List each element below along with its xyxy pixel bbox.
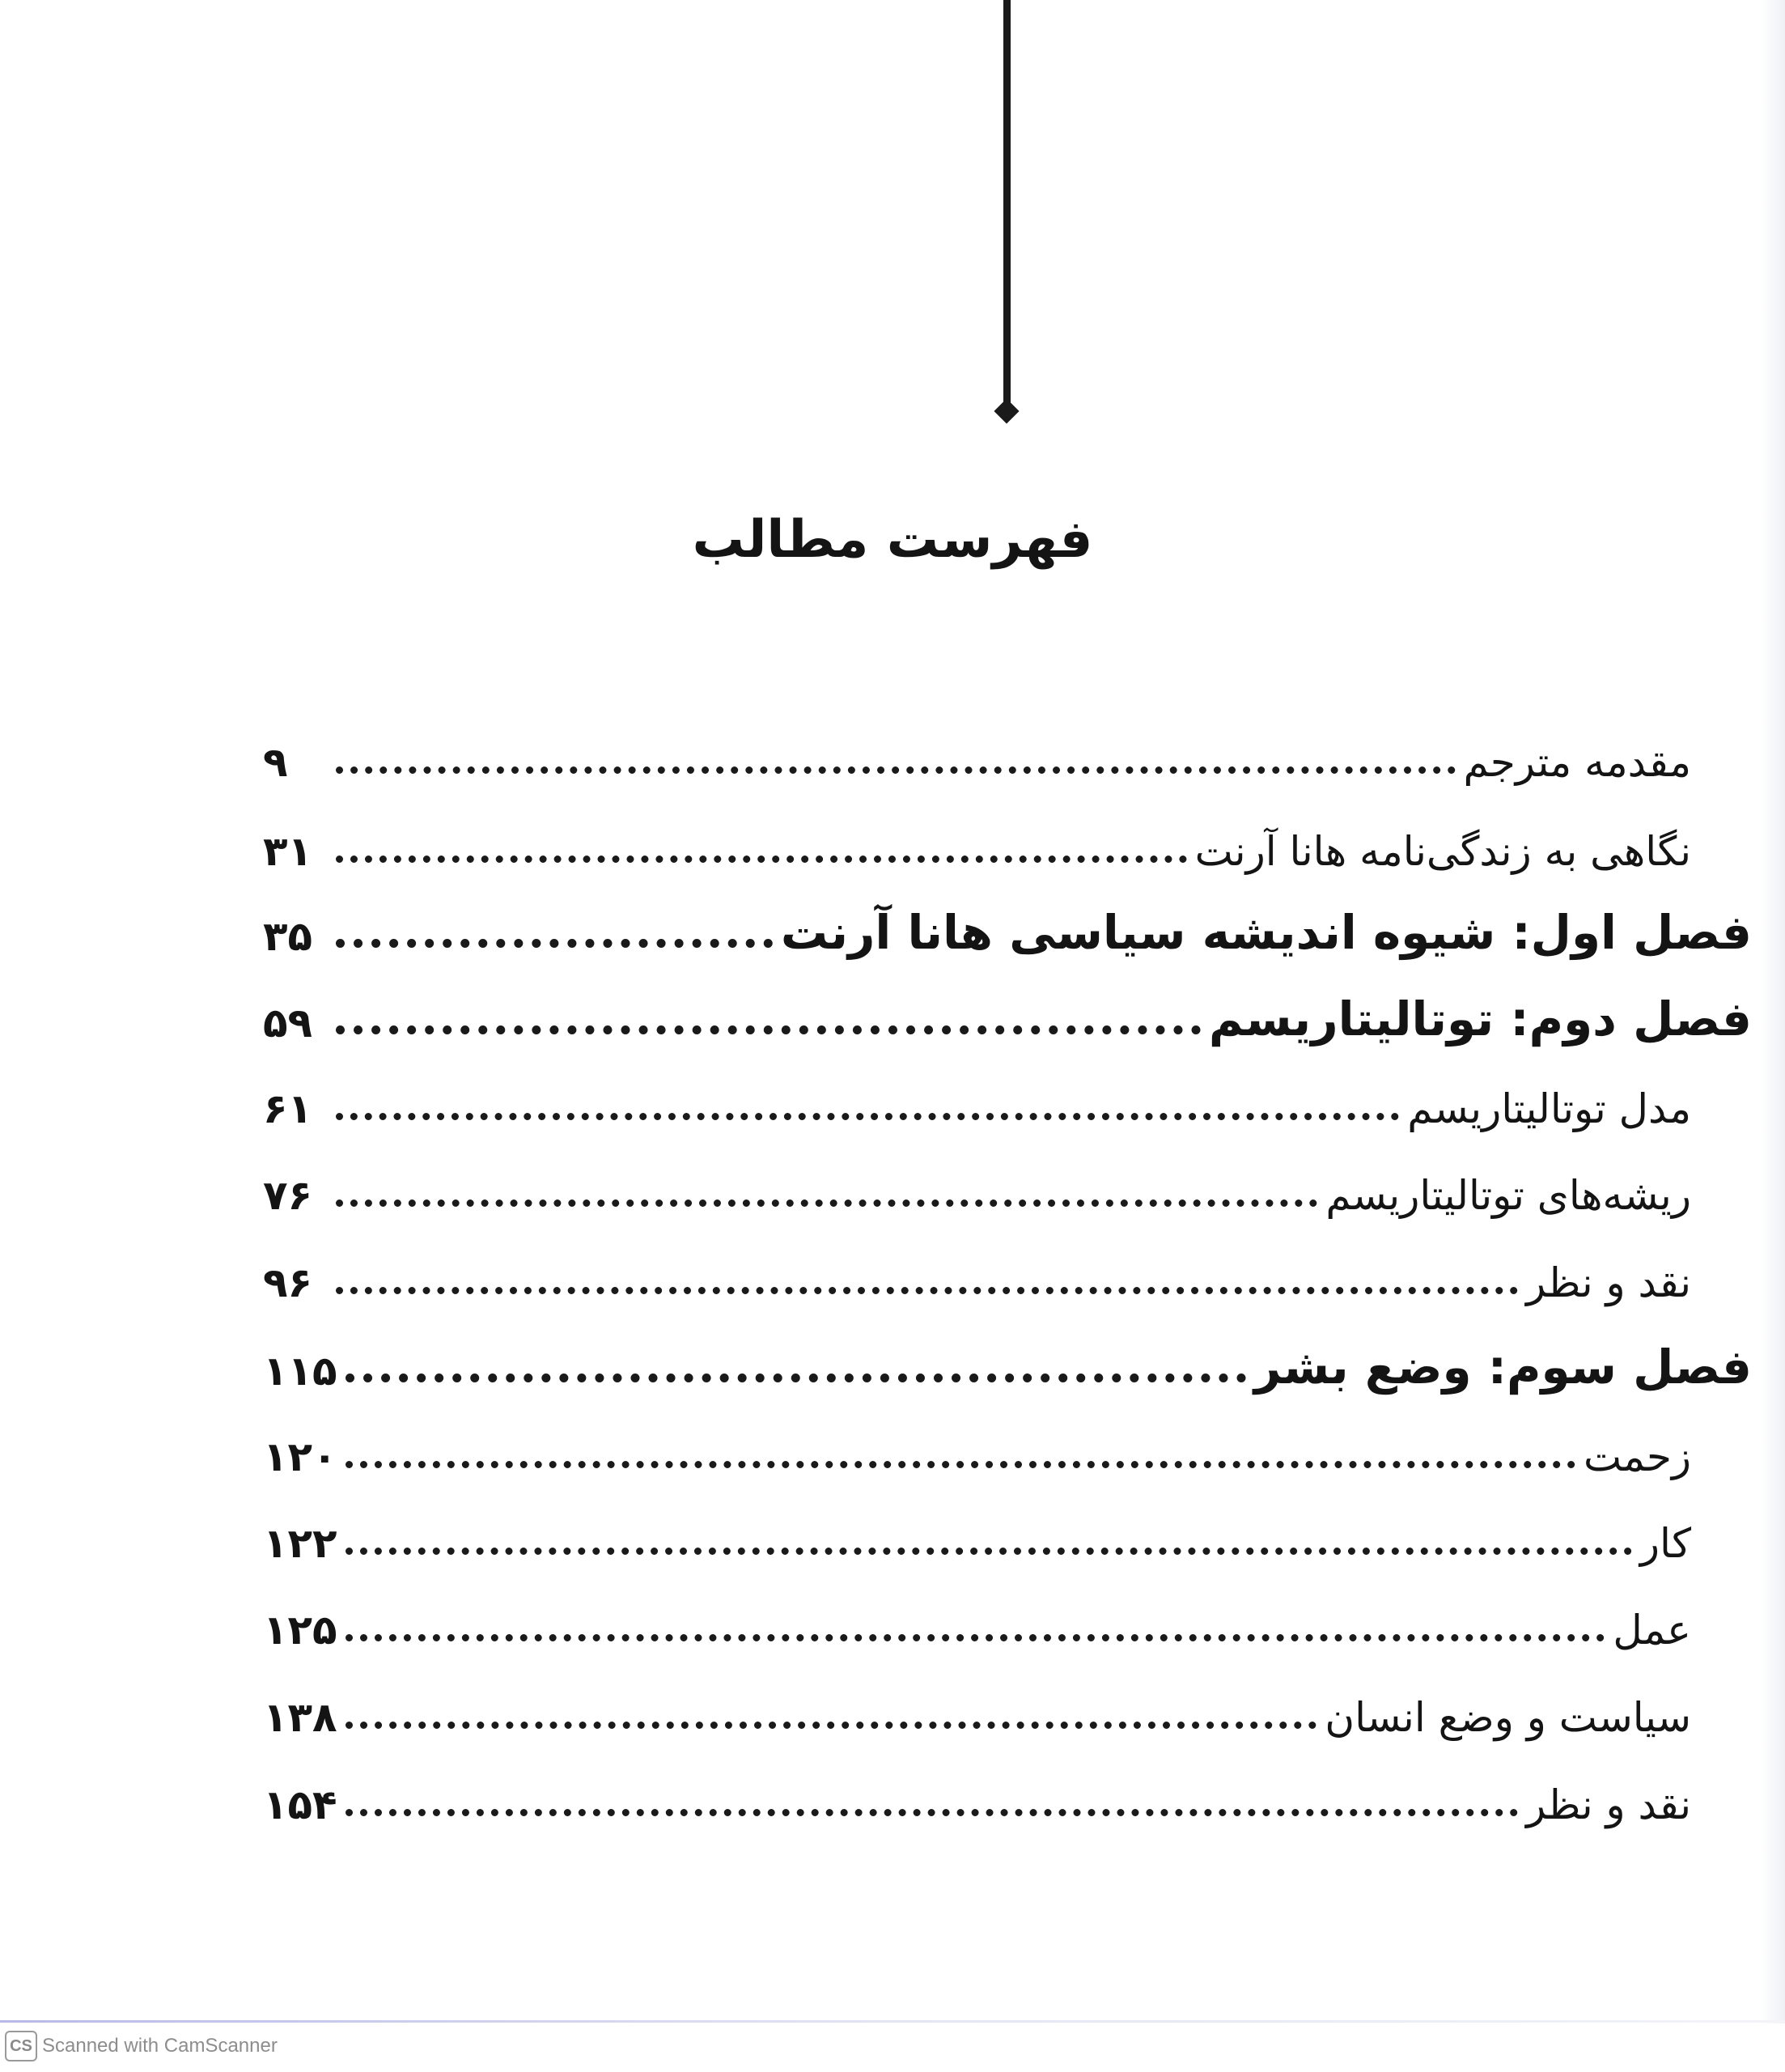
toc-row (263, 801, 1752, 874)
toc-entry-title: مقدمه مترجم (1463, 739, 1691, 786)
scanner-watermark (5, 2030, 278, 2062)
toc-dot-leader (336, 939, 773, 948)
ornament-line-icon (997, 0, 1016, 437)
toc-page-number: ۳۵ (263, 913, 313, 960)
toc-entry-title: مدل توتالیتاریسم (1407, 1085, 1691, 1132)
toc-entry-title: فصل سوم: وضع بشر (1253, 1340, 1752, 1395)
toc-row (263, 1059, 1752, 1132)
toc-dot-leader (346, 1634, 1605, 1641)
watermark-text: Scanned with CamScanner (42, 2035, 278, 2057)
toc-entry-title: نگاهی به زندگی‌نامه هانا آرنت (1194, 828, 1691, 875)
toc-row (263, 886, 1752, 959)
toc-row (263, 1667, 1752, 1740)
toc-entry-title: عمل (1613, 1607, 1691, 1654)
toc-dot-leader (346, 1461, 1575, 1468)
toc-page-number: ۱۱۵ (263, 1348, 337, 1395)
toc-page-number: ۱۲۰ (263, 1433, 337, 1480)
toc-row (263, 1580, 1752, 1653)
toc-entry-title: سیاست و وضع انسان (1325, 1694, 1691, 1741)
toc-page-number: ۷۶ (263, 1172, 313, 1219)
toc-entry-title: کار (1639, 1520, 1691, 1567)
ornament-diamond-icon (994, 398, 1019, 423)
toc-page-number: ۹۶ (263, 1259, 313, 1306)
toc-row (263, 712, 1752, 785)
page-title: فهرست مطالب (692, 510, 1093, 570)
toc-page-number: ۳۱ (263, 828, 313, 875)
toc-row (263, 1145, 1752, 1218)
camscanner-logo-icon: CS (5, 2031, 37, 2061)
toc-entry-title: فصل دوم: توتالیتاریسم (1208, 991, 1752, 1047)
toc-dot-leader (336, 856, 1187, 863)
toc-dot-leader (336, 1199, 1317, 1207)
toc-row (263, 1493, 1752, 1566)
toc-dot-leader (346, 1809, 1519, 1816)
toc-page-number: ۱۵۴ (263, 1781, 337, 1828)
toc-entry-title: زحمت (1583, 1433, 1691, 1480)
toc-dot-leader (346, 1374, 1246, 1382)
toc-row (263, 1407, 1752, 1480)
toc-entry-title: ریشه‌های توتالیتاریسم (1325, 1172, 1691, 1219)
toc-entry-title: نقد و نظر (1526, 1259, 1691, 1306)
page-edge-shadow (1761, 0, 1785, 2023)
toc-entry-title: فصل اول: شیوه اندیشه سیاسی هانا آرنت (780, 905, 1752, 961)
toc-page-number: ۵۹ (263, 1000, 313, 1047)
toc-dot-leader (336, 766, 1456, 774)
toc-page-number: ۶۱ (263, 1085, 313, 1132)
toc-row (263, 1233, 1752, 1306)
toc-row (263, 973, 1752, 1046)
ornament-stem (1003, 0, 1011, 409)
toc-row (263, 1755, 1752, 1828)
toc-row (263, 1321, 1752, 1394)
toc-dot-leader (336, 1113, 1399, 1120)
toc-dot-leader (336, 1287, 1518, 1294)
toc-dot-leader (346, 1722, 1317, 1729)
toc-page-number: ۱۲۵ (263, 1607, 337, 1654)
toc-page-number: ۱۳۸ (263, 1694, 337, 1741)
toc-page-number: ۹ (263, 739, 288, 786)
footer-divider (0, 2020, 1785, 2023)
toc-entry-title: نقد و نظر (1526, 1781, 1691, 1828)
toc-dot-leader (346, 1548, 1632, 1555)
toc-page-number: ۱۲۲ (263, 1520, 337, 1567)
toc-dot-leader (336, 1025, 1201, 1034)
